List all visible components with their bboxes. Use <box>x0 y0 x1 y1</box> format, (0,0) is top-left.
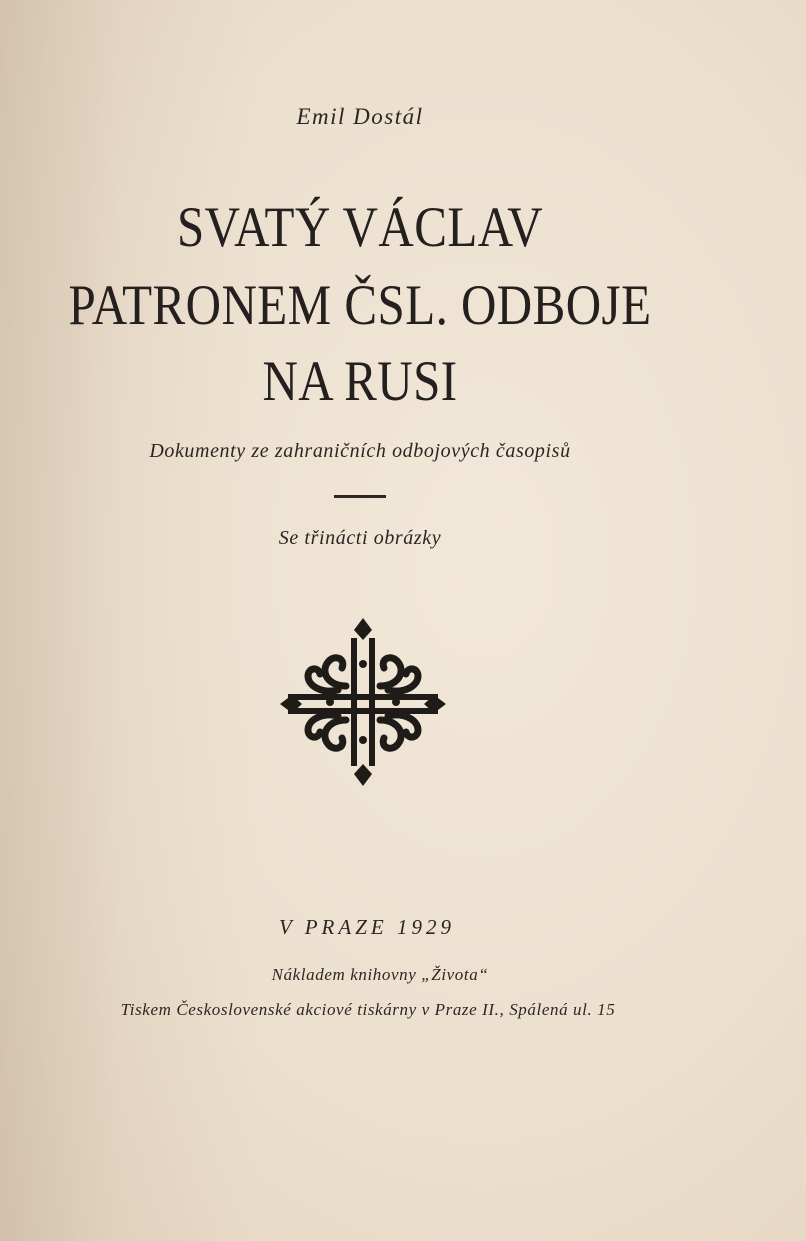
book-subtitle: Dokumenty ze zahraničních odbojových časopisů <box>149 440 571 462</box>
divider-rule <box>334 495 386 498</box>
ornamental-cross-icon <box>278 616 448 788</box>
publisher-line: Nákladem knihovny „Života“ <box>271 965 489 984</box>
book-title-line-1: SVATÝ VÁCLAV <box>176 196 544 259</box>
place-and-year: V PRAZE 1929 <box>279 915 455 939</box>
book-title-line-3: NA RUSI <box>262 350 458 413</box>
illustrations-note: Se třinácti obrázky <box>278 527 442 549</box>
author-name: Emil Dostál <box>296 104 424 129</box>
book-title-line-2: PATRONEM ČSL. ODBOJE <box>68 274 652 337</box>
printer-line: Tiskem Československé akciové tiskárny v Praze II., Spálená ul. 15 <box>120 1000 616 1019</box>
